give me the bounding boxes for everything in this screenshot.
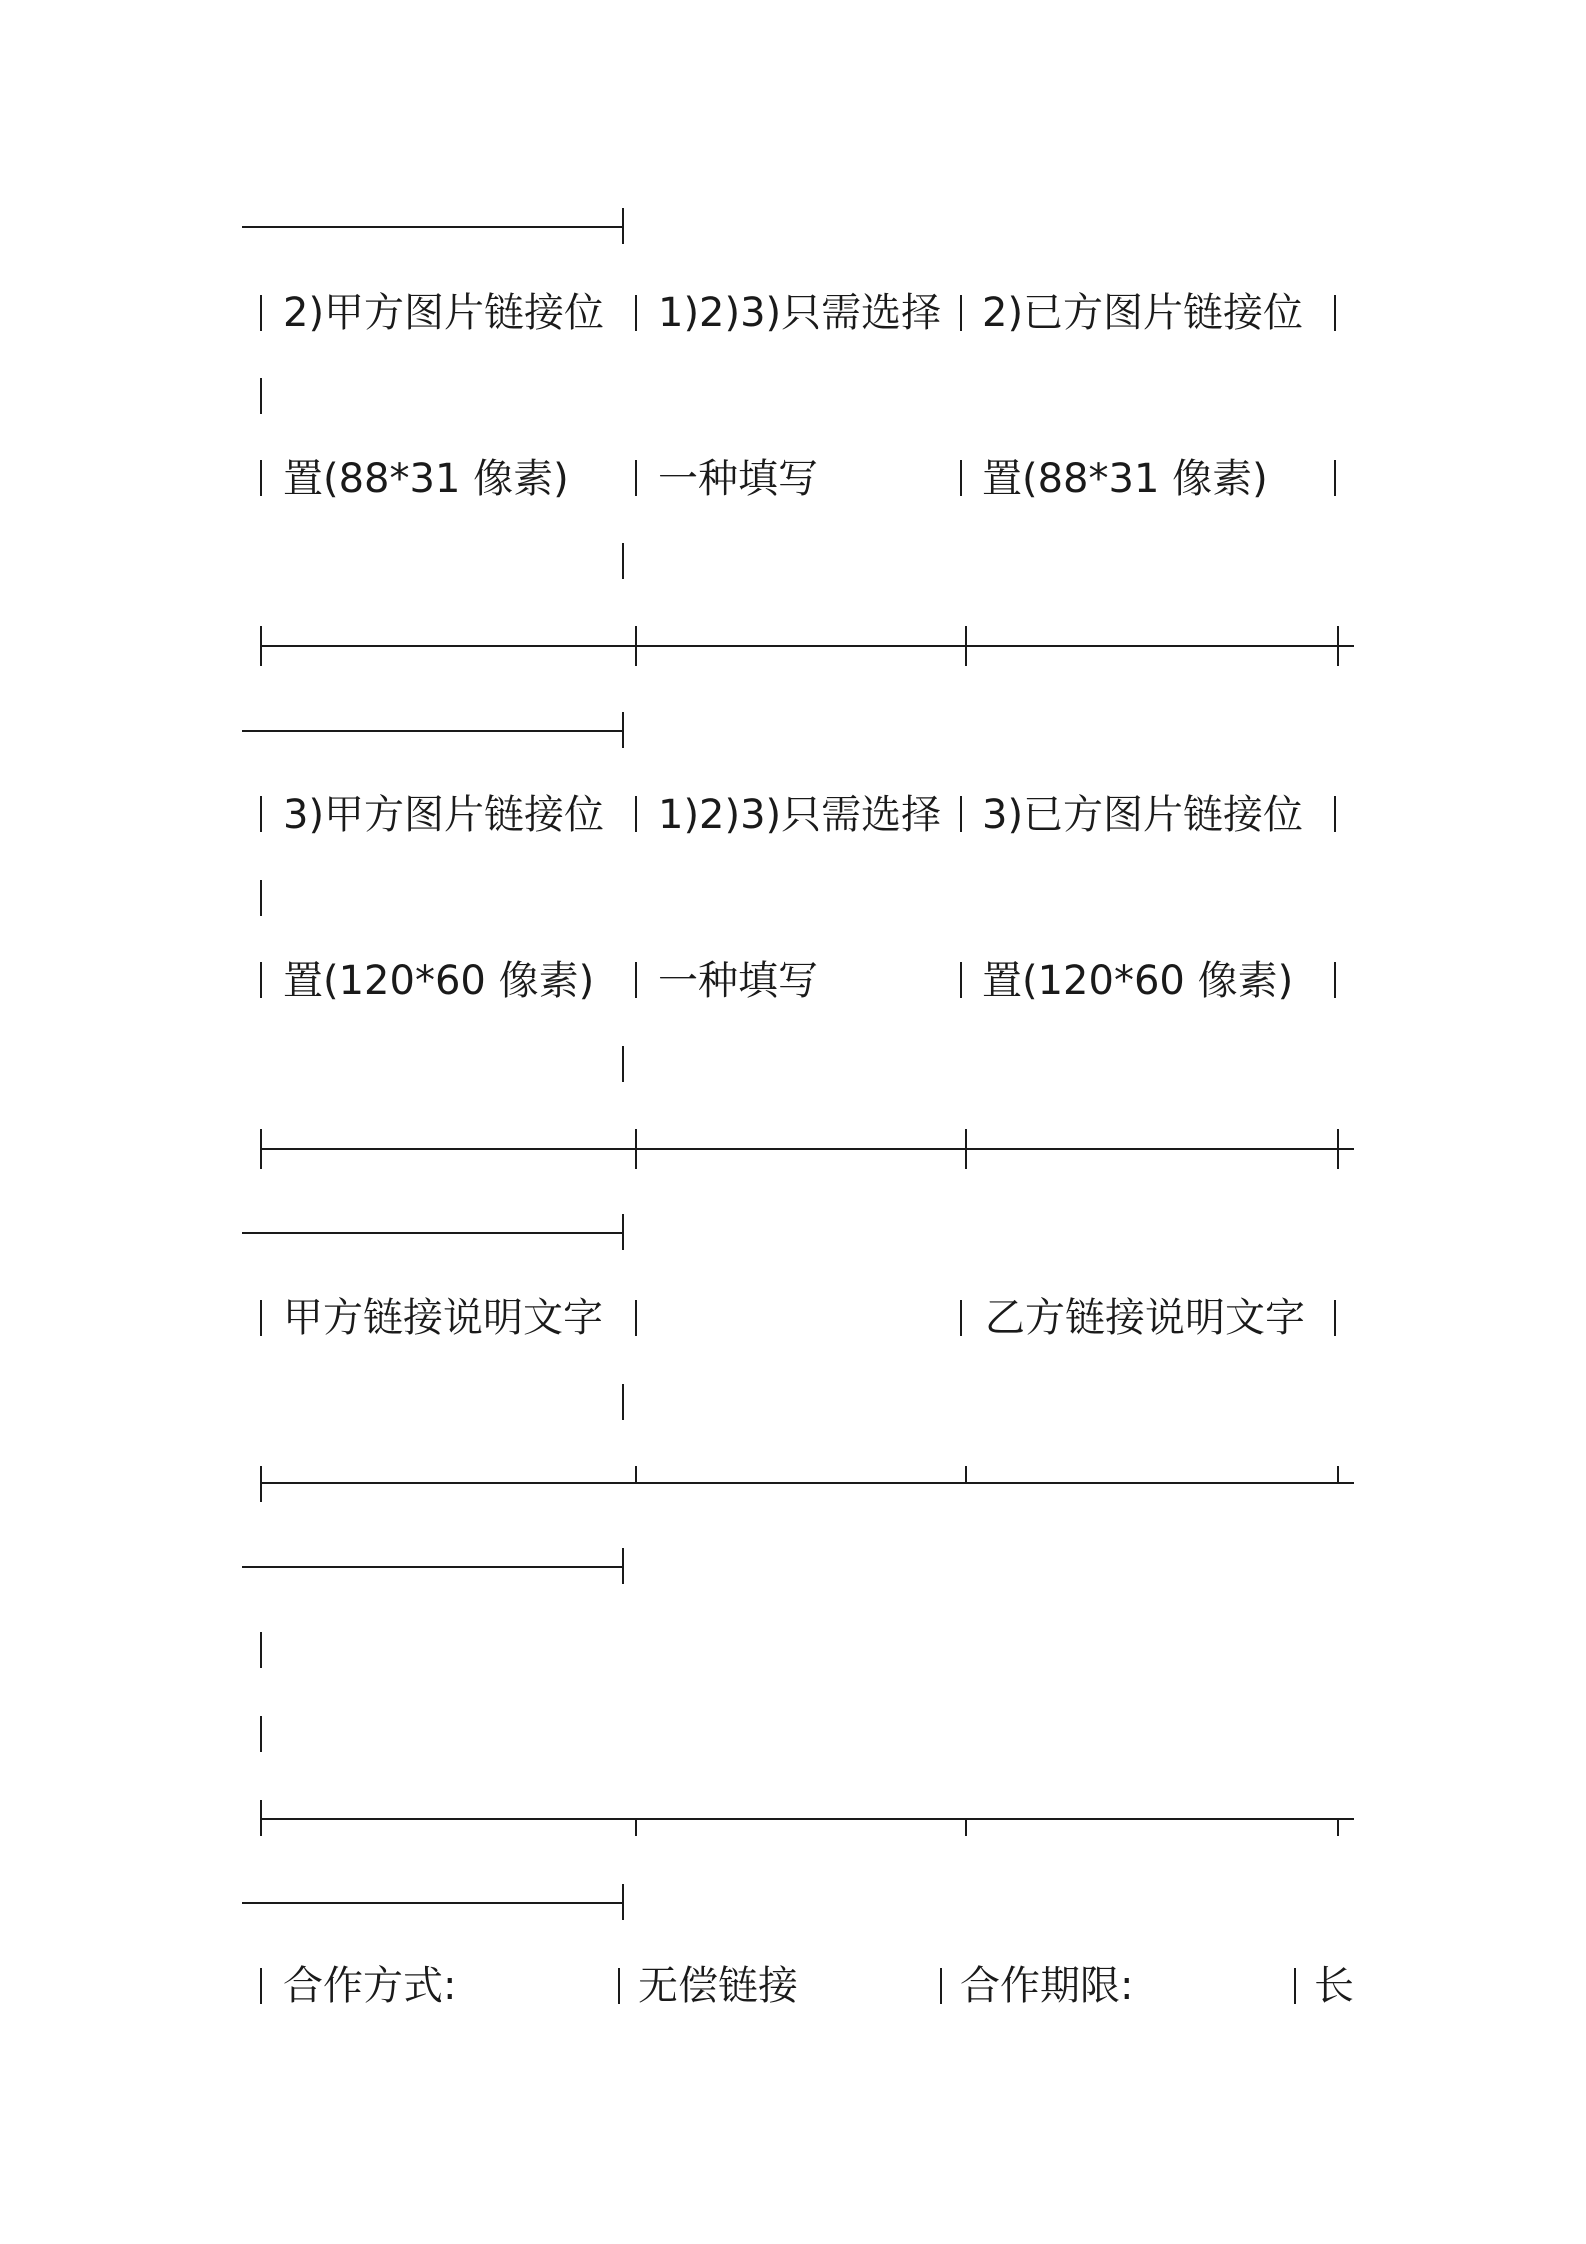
cell-border: [1334, 1300, 1336, 1336]
party-a-image-slot-2-line2: 置(88*31 像素): [283, 456, 569, 502]
rule-tick: [622, 1214, 624, 1250]
rule-tick: [1337, 626, 1339, 666]
cell-border: [635, 796, 637, 832]
party-a-link-description: 甲方链接说明文字: [283, 1295, 603, 1341]
cell-border: [635, 962, 637, 998]
rule-tick: [1337, 1129, 1339, 1169]
row-divider: [260, 645, 1354, 647]
rule-line: [242, 1566, 624, 1568]
selection-note-line1: 1)2)3)只需选择: [658, 792, 942, 838]
cell-border: [622, 543, 624, 579]
cell-border: [1334, 295, 1336, 331]
rule-tick: [965, 1129, 967, 1169]
rule-tick: [260, 1466, 262, 1502]
cell-border: [260, 1968, 262, 2004]
cooperation-term-label: 合作期限:: [960, 1963, 1134, 2009]
cell-border: [940, 1968, 942, 2004]
cell-border: [622, 1046, 624, 1082]
rule-line: [242, 1902, 624, 1904]
cell-border: [260, 1632, 262, 1668]
selection-note-line2: 一种填写: [658, 958, 818, 1004]
party-b-image-slot-3-line2: 置(120*60 像素): [982, 958, 1294, 1004]
rule-line: [242, 730, 624, 732]
rule-tick: [635, 1466, 637, 1484]
party-a-image-slot-3-line2: 置(120*60 像素): [283, 958, 595, 1004]
cell-border: [260, 796, 262, 832]
cell-border: [960, 295, 962, 331]
cell-border: [1294, 1968, 1296, 2004]
selection-note-line1: 1)2)3)只需选择: [658, 290, 942, 336]
cell-border: [622, 1384, 624, 1420]
cell-border: [1334, 460, 1336, 496]
cell-border: [618, 1968, 620, 2004]
selection-note-line2: 一种填写: [658, 456, 818, 502]
party-a-image-slot-3-line1: 3)甲方图片链接位: [283, 792, 605, 838]
rule-tick: [635, 626, 637, 666]
cell-border: [1334, 962, 1336, 998]
row-divider: [260, 1482, 1354, 1484]
cooperation-method-value: 无偿链接: [638, 1963, 798, 2009]
cell-border: [960, 962, 962, 998]
cell-border: [1334, 796, 1336, 832]
rule-tick: [965, 1466, 967, 1484]
cell-border: [260, 460, 262, 496]
rule-tick: [622, 712, 624, 748]
row-divider: [260, 1148, 1354, 1150]
party-b-link-description: 乙方链接说明文字: [985, 1295, 1305, 1341]
rule-tick: [260, 626, 262, 666]
cooperation-method-label: 合作方式:: [283, 1963, 457, 2009]
party-a-image-slot-2-line1: 2)甲方图片链接位: [283, 290, 605, 336]
cell-border: [635, 1300, 637, 1336]
cell-border: [960, 1300, 962, 1336]
cell-border: [260, 962, 262, 998]
rule-tick: [635, 1129, 637, 1169]
rule-tick: [635, 1820, 637, 1836]
cell-border: [260, 880, 262, 916]
cell-border: [260, 1716, 262, 1752]
cell-border: [635, 295, 637, 331]
rule-tick: [622, 208, 624, 244]
cell-border: [960, 460, 962, 496]
rule-tick: [260, 1800, 262, 1836]
rule-tick: [260, 1129, 262, 1169]
cell-border: [960, 796, 962, 832]
rule-tick: [1337, 1820, 1339, 1836]
rule-tick: [622, 1884, 624, 1920]
cooperation-term-value: 长: [1314, 1963, 1354, 2009]
cell-border: [260, 295, 262, 331]
rule-tick: [1337, 1466, 1339, 1484]
rule-line: [242, 226, 624, 228]
party-b-image-slot-3-line1: 3)已方图片链接位: [982, 792, 1304, 838]
party-b-image-slot-2-line1: 2)已方图片链接位: [982, 290, 1304, 336]
party-b-image-slot-2-line2: 置(88*31 像素): [982, 456, 1268, 502]
cell-border: [635, 460, 637, 496]
rule-line: [242, 1232, 624, 1234]
cell-border: [260, 1300, 262, 1336]
row-divider: [260, 1818, 1354, 1820]
rule-tick: [622, 1548, 624, 1584]
rule-tick: [965, 1820, 967, 1836]
rule-tick: [965, 626, 967, 666]
cell-border: [260, 378, 262, 414]
